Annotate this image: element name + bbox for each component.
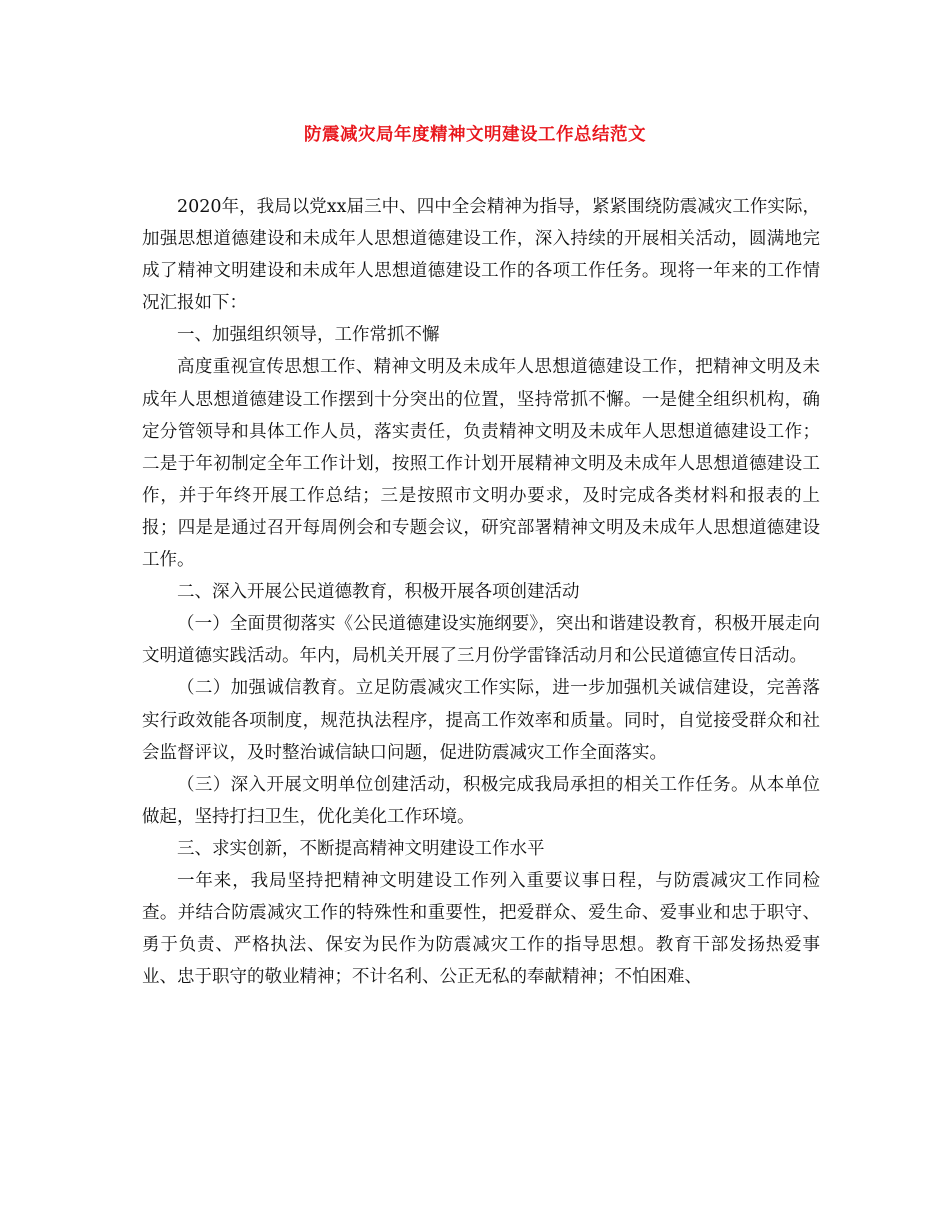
paragraph-intro: 2020年，我局以党xx届三中、四中全会精神为指导，紧紧围绕防震减灾工作实际，加强思想道德建设和未成年人思想道德建设工作，深入持续的开展相关活动，圆满地完成了精神文明建设和未成年人思想道德建设工作的各项工作任务。现将一年来的工作情况汇报如下： bbox=[142, 197, 820, 314]
section-heading-1: 一、加强组织领导，工作常抓不懈 bbox=[177, 325, 440, 346]
section-heading-2: 二、深入开展公民道德教育，积极开展各项创建活动 bbox=[177, 582, 580, 603]
document-title: 防震减灾局年度精神文明建设工作总结范文 bbox=[304, 125, 646, 145]
paragraph-subsection-3: （三）深入开展文明单位创建活动，积极完成我局承担的相关工作任务。从本单位做起，坚持打扫卫生，优化美化工作环境。 bbox=[142, 774, 820, 827]
paragraph-section-3: 一年来，我局坚持把精神文明建设工作列入重要议事日程，与防震减灾工作同检查。并结合防震减灾工作的特殊性和重要性，把爱群众、爱生命、爱事业和忠于职守、勇于负责、严格执法、保安为民作为防震减灾工作的指导思想。教育干部发扬热爱事业、忠于职守的敬业精神；不计名利、公正无私的奉献精神；不怕困难、 bbox=[142, 870, 820, 988]
paragraph-subsection-1: （一）全面贯彻落实《公民道德建设实施纲要》，突出和谐建设教育，积极开展走向文明道德实践活动。年内，局机关开展了三月份学雷锋活动月和公民道德宣传日活动。 bbox=[142, 614, 820, 667]
paragraph-subsection-2: （二）加强诚信教育。立足防震减灾工作实际，进一步加强机关诚信建设，完善落实行政效能各项制度，规范执法程序，提高工作效率和质量。同时，自觉接受群众和社会监督评议，及时整治诚信缺口问题，促进防震减灾工作全面落实。 bbox=[142, 678, 820, 763]
document-body bbox=[142, 191, 820, 993]
paragraph-section-1: 高度重视宣传思想工作、精神文明及未成年人思想道德建设工作，把精神文明及未成年人思想道德建设工作摆到十分突出的位置，坚持常抓不懈。一是健全组织机构，确定分管领导和具体工作人员，落实责任，负责精神文明及未成年人思想道德建设工作；二是于年初制定全年工作计划，按照工作计划开展精神文明及未成年人思想道德建设工作，并于年终开展工作总结；三是按照市文明办要求，及时完成各类材料和报表的上报；四是是通过召开每周例会和专题会议，研究部署精神文明及未成年人思想道德建设工作。 bbox=[142, 357, 820, 571]
section-heading-3: 三、求实创新，不断提高精神文明建设工作水平 bbox=[177, 838, 545, 859]
